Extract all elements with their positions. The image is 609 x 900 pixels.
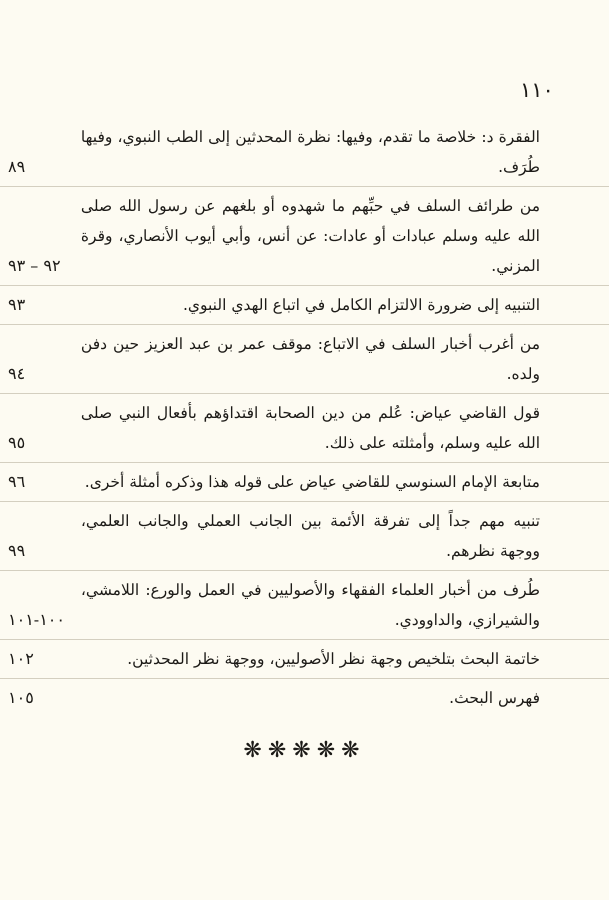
toc-entry-text: طُرف من أخبار العلماء الفقهاء والأصوليين في العمل والورع: اللامشي، والشيرازي، والداوودي. [80,581,540,629]
toc-entry-page: ١٠٢ [8,649,34,668]
toc-entry [0,394,609,463]
toc-entry [0,118,609,187]
toc-list [0,118,609,717]
toc-entry [0,187,609,286]
toc-entry-text: من أغرب أخبار السلف في الاتباع: موقف عمر بن عبد العزيز حين دفن ولده. [80,335,540,383]
toc-entry [0,286,609,325]
toc-entry-page: ٩٢ – ٩٣ [8,256,61,275]
toc-entry [0,325,609,394]
toc-entry [0,679,609,717]
toc-entry [0,502,609,571]
toc-entry [0,640,609,679]
toc-entry-page: ١٠٥ [8,688,34,707]
toc-entry-text: خاتمة البحث بتلخيص وجهة نظر الأصوليين، ووجهة نظر المحدثين. [127,650,540,668]
page-number: ١١٠ [520,78,554,102]
toc-entry-page: ٨٩ [8,157,26,176]
toc-entry-text: قول القاضي عياض: عُلم من دين الصحابة اقتداؤهم بأفعال النبي صلى الله عليه وسلم، وأمثلته على ذلك. [80,404,540,452]
toc-entry [0,571,609,640]
toc-entry-page: ٩٥ [8,433,26,452]
toc-entry-text: من طرائف السلف في حبِّهم ما شهدوه أو بلغهم عن رسول الله صلى الله عليه وسلم عبادات أو عادات: عن أنس، وأبي أيوب الأنصاري، وقرة المزني. [80,197,540,275]
toc-entry-page: ١٠٠-١٠١ [8,610,65,629]
toc-entry-page: ٩٩ [8,541,26,560]
toc-entry [0,463,609,502]
toc-entry-text: الفقرة د: خلاصة ما تقدم، وفيها: نظرة المحدثين إلى الطب النبوي، وفيها طُرَف. [80,128,540,176]
toc-entry-text: فهرس البحث. [449,689,540,707]
toc-entry-text: متابعة الإمام السنوسي للقاضي عياض على قوله هذا وذكره أمثلة أخرى. [84,473,540,491]
toc-entry-page: ٩٦ [8,472,26,491]
toc-entry-text: تنبيه مهم جداً إلى تفرقة الأئمة بين الجانب العملي والجانب العلمي، ووجهة نظرهم. [80,512,540,560]
toc-entry-text: التنبيه إلى ضرورة الالتزام الكامل في اتباع الهدي النبوي. [182,296,540,314]
toc-entry-page: ٩٣ [8,295,26,314]
section-end-ornament: ❋❋❋❋❋ [243,738,366,763]
toc-entry-page: ٩٤ [8,364,26,383]
